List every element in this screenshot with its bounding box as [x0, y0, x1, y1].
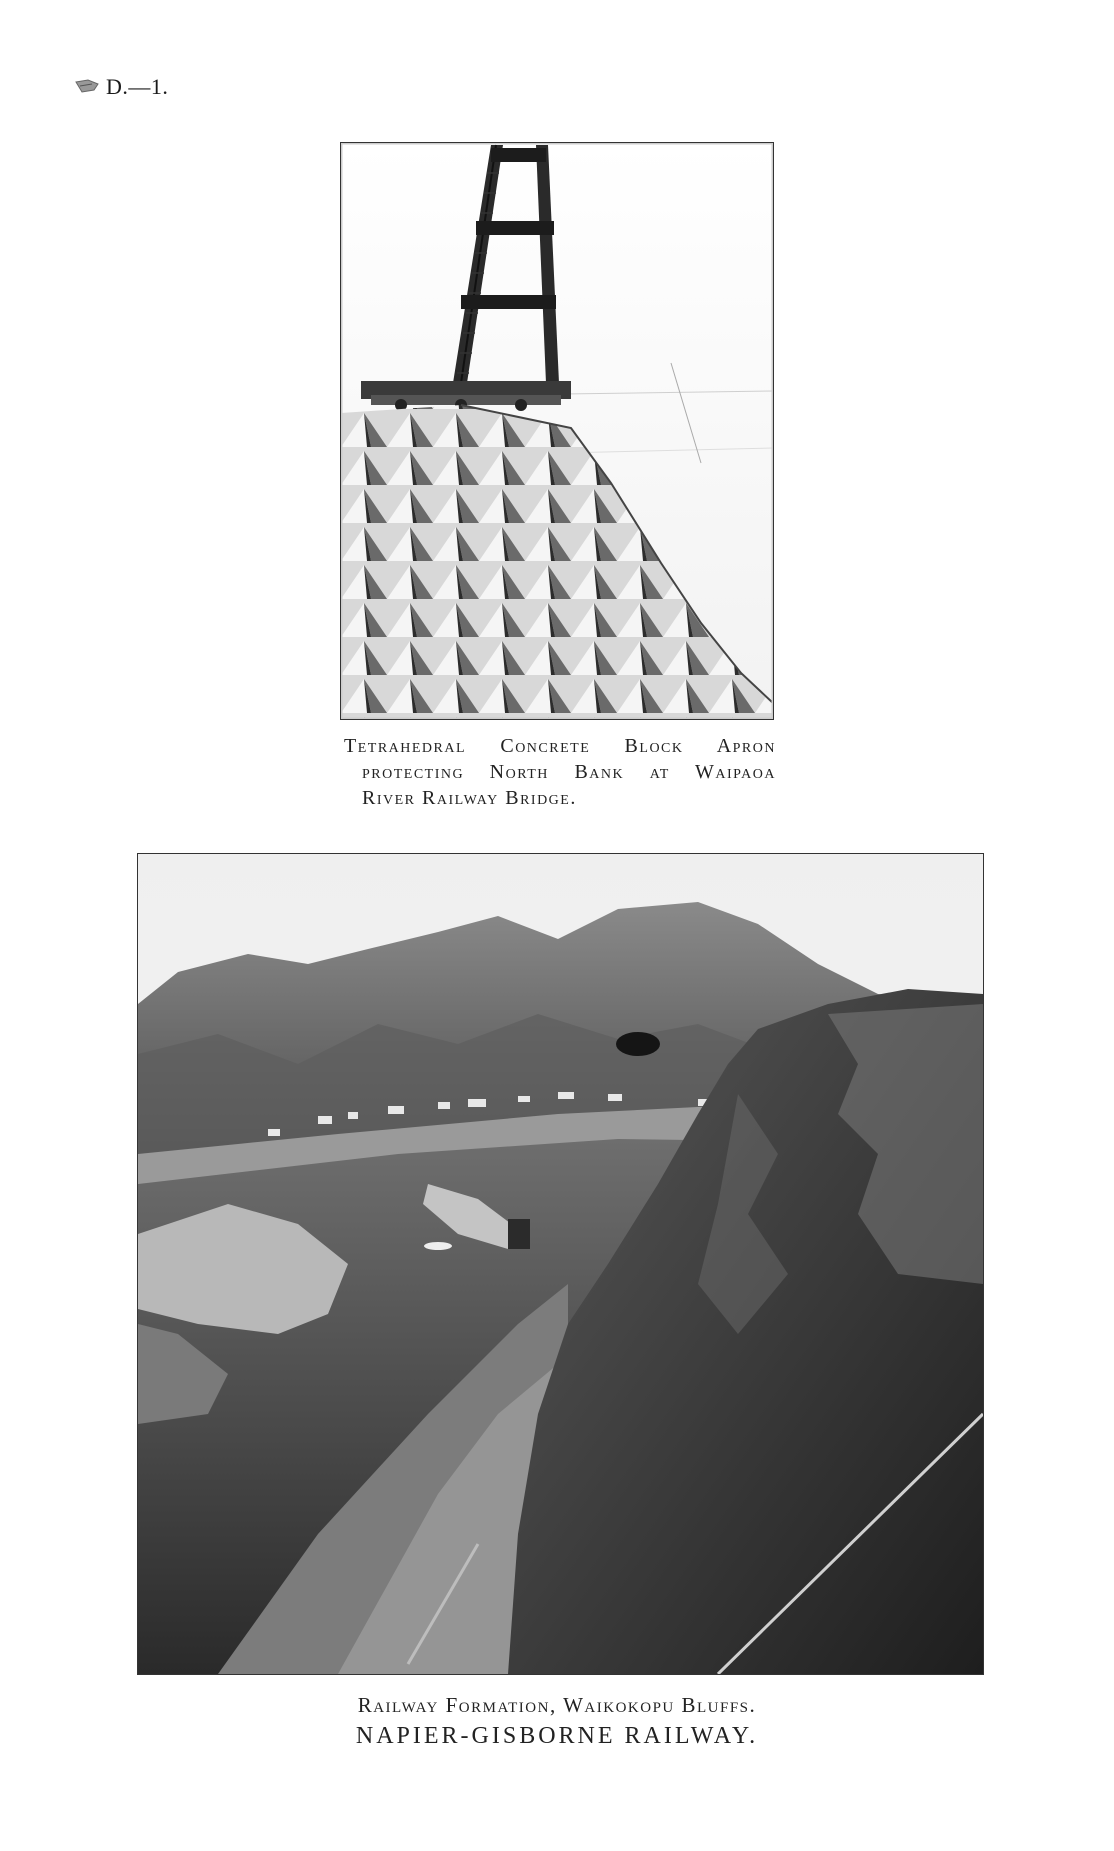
caption-line: River Railway Bridge. — [362, 787, 577, 809]
printer-mark-icon — [74, 76, 104, 94]
bluffs-photo-illustration — [138, 854, 983, 1674]
photo-concrete-block-apron — [340, 142, 774, 720]
caption-line: protecting North Bank at Waipaoa — [362, 761, 776, 783]
plate-title: NAPIER-GISBORNE RAILWAY. — [355, 1723, 759, 1749]
top-photo-caption — [344, 733, 776, 811]
page-ref-text: D.—1. — [106, 74, 169, 99]
photo-waikokopu-bluffs — [137, 853, 984, 1675]
apron-photo-illustration — [341, 143, 773, 719]
bottom-photo-caption: Railway Formation, Waikokopu Bluffs. — [357, 1693, 757, 1717]
page-reference — [74, 74, 168, 100]
caption-line: Tetrahedral Concrete Block Apron — [344, 735, 776, 757]
